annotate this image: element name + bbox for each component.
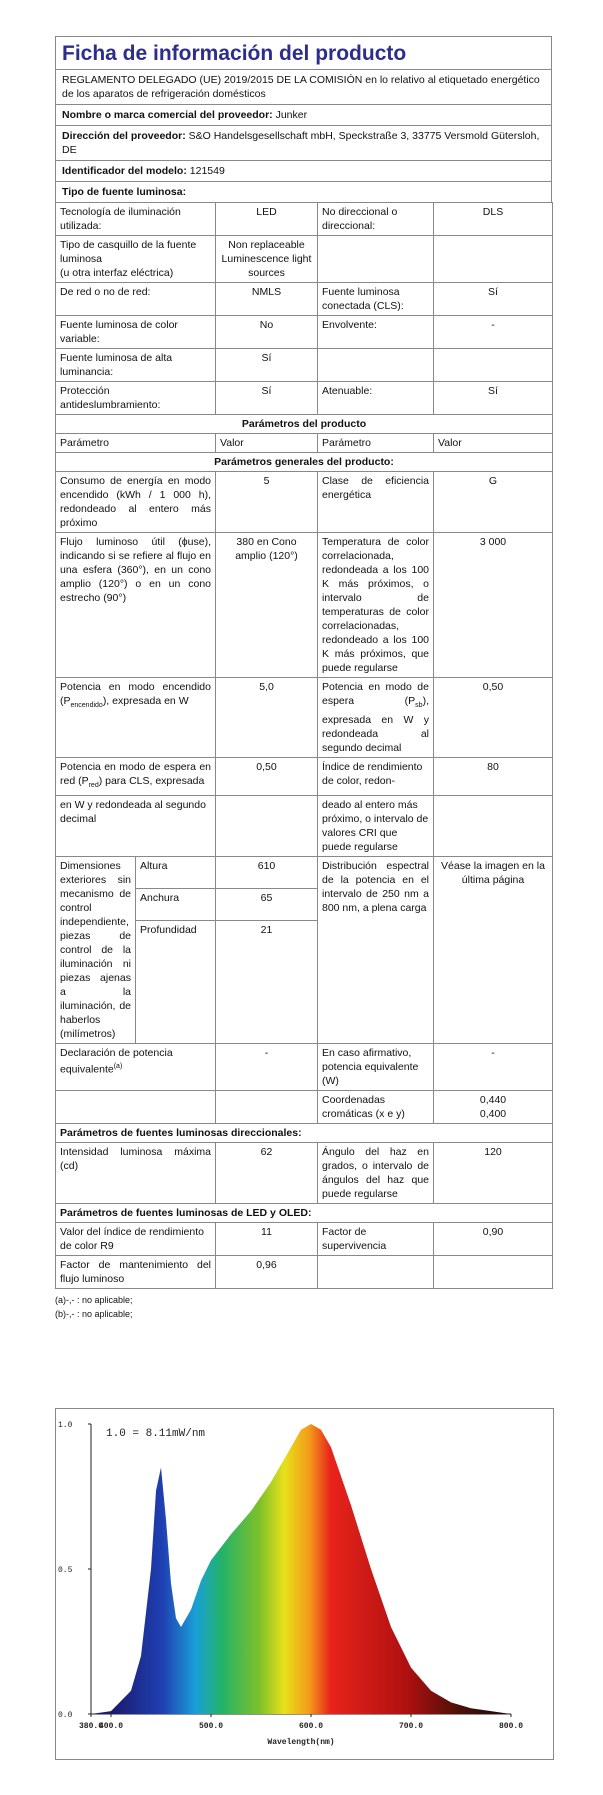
table-row — [56, 382, 553, 415]
supplier-address-label: Dirección del proveedor: — [62, 130, 186, 142]
cap-type-label: Tipo de casquillo de la fuente luminosa — [60, 239, 197, 265]
supplier-name: Junker — [275, 109, 308, 121]
subscript: encendido — [70, 702, 103, 710]
cell-label: De red o no de red: — [56, 283, 216, 316]
header-param: Parámetro — [318, 434, 434, 453]
depth-label: Profundidad — [136, 921, 216, 1044]
section-heading: Parámetros del producto — [56, 415, 553, 434]
cell-label: Distribución espectral de la potencia en el intervalo de 250 nm a 800 nm, a plena carga — [318, 857, 434, 1044]
cell-empty — [318, 236, 434, 283]
cell-label: Fuente luminosa de color variable: — [56, 316, 216, 349]
cell-label: En caso afirmativo, potencia equivalente (W) — [318, 1044, 434, 1091]
cell-value: 3 000 — [434, 533, 553, 678]
spectral-chart — [55, 1408, 554, 1760]
cell-label: deado al entero más próximo, o intervalo de valores CRI que puede regularse — [318, 796, 434, 857]
cell-value: - — [434, 1044, 553, 1091]
cell-label: Fuente luminosa conectada (CLS): — [318, 283, 434, 316]
table-row — [56, 758, 553, 796]
cell-empty — [216, 796, 318, 857]
table-row — [56, 857, 553, 889]
cell-value: 380 en Cono amplio (120°) — [216, 533, 318, 678]
table-row — [56, 1044, 553, 1091]
width-value: 65 — [216, 889, 318, 921]
cell-value: No — [216, 316, 318, 349]
table-header-row — [56, 434, 553, 453]
text: ), expresada en W — [102, 695, 189, 707]
height-value: 610 — [216, 857, 318, 889]
cell-value: Sí — [434, 283, 553, 316]
x-tick-label: 500.0 — [198, 1722, 224, 1731]
x-tick-label: 700.0 — [398, 1722, 424, 1731]
section-heading: Parámetros de fuentes luminosas direccionales: — [56, 1124, 553, 1143]
cell-value: - — [216, 1044, 318, 1091]
cell-label: en W y redondeada al segundo decimal — [56, 796, 216, 857]
coordinate-y: 0,400 — [479, 1108, 507, 1121]
dimensions-label: Dimensiones exteriores sin mecanismo de control independiente, piezas de control de la iluminación ni piezas ajenas a la iluminación, de haberlos (milímetros) — [56, 857, 136, 1044]
superscript: (a) — [113, 1063, 123, 1071]
table-row — [56, 236, 553, 283]
supplier-address-row — [55, 125, 552, 160]
y-tick-label: 0.5 — [58, 1566, 73, 1575]
footnote-a: (a)-,- : no aplicable; — [55, 1295, 133, 1306]
cell-empty — [434, 1256, 553, 1289]
cell-value: 0,50 — [434, 678, 553, 758]
header-param: Parámetro — [56, 434, 216, 453]
width-label: Anchura — [136, 889, 216, 921]
cell-label: Protección antideslumbramiento: — [56, 382, 216, 415]
text: ), expresada en W y redondeada al segundo decimal — [322, 695, 429, 755]
cell-label: Atenuable: — [318, 382, 434, 415]
cell-label: Tecnología de iluminación utilizada: — [56, 203, 216, 236]
cell-label: Clase de eficiencia energética — [318, 472, 434, 533]
table-row — [56, 1091, 553, 1124]
y-tick-label: 1.0 — [58, 1421, 73, 1430]
table-row — [56, 1223, 553, 1256]
text: Potencia en modo encendido (P — [60, 681, 211, 707]
model-id: 121549 — [189, 165, 225, 177]
cell-value: - — [434, 316, 553, 349]
cell-value: NMLS — [216, 283, 318, 316]
table-row — [56, 1204, 553, 1223]
cell-value: 5,0 — [216, 678, 318, 758]
cell-value: Sí — [216, 382, 318, 415]
section-heading: Parámetros generales del producto: — [56, 453, 553, 472]
cell-label: No direccional o direccional: — [318, 203, 434, 236]
cell-value: 80 — [434, 758, 553, 796]
table-row — [56, 1256, 553, 1289]
cell-label — [56, 678, 216, 758]
cell-value: 5 — [216, 472, 318, 533]
table-row — [56, 349, 553, 382]
cell-empty — [56, 1091, 216, 1124]
cell-value: 0,90 — [434, 1223, 553, 1256]
coordinate-x: 0,440 — [479, 1094, 507, 1107]
cell-value: LED — [216, 203, 318, 236]
cell-label — [318, 678, 434, 758]
x-tick-label: 600.0 — [298, 1722, 324, 1731]
cell-label: Intensidad luminosa máxima (cd) — [56, 1143, 216, 1204]
section-heading: Parámetros de fuentes luminosas de LED y OLED: — [56, 1204, 553, 1223]
chart-annotation: 1.0 = 8.11mW/nm — [106, 1428, 206, 1440]
table-row — [56, 316, 553, 349]
model-label: Identificador del modelo: — [62, 165, 187, 177]
cell-empty — [434, 796, 553, 857]
cell-label: Envolvente: — [318, 316, 434, 349]
cell-value: 0,96 — [216, 1256, 318, 1289]
cell-label: Flujo luminoso útil (ϕuse), indicando si se refiere al flujo en una esfera (360°), en un cono amplio (120°) o en un cono estrecho (90°) — [56, 533, 216, 678]
cap-type-sublabel: (u otra interfaz eléctrica) — [60, 267, 174, 279]
cell-value: 11 — [216, 1223, 318, 1256]
cell-label — [56, 758, 216, 796]
cell-label: Valor del índice de rendimiento de color R9 — [56, 1223, 216, 1256]
supplier-name-label: Nombre o marca comercial del proveedor: — [62, 109, 273, 121]
subscript: red — [88, 782, 99, 790]
cell-label — [56, 236, 216, 283]
spectrum-area — [91, 1424, 511, 1714]
header-value: Valor — [216, 434, 318, 453]
cell-label: Coordenadas cromáticas (x e y) — [318, 1091, 434, 1124]
cell-label: Índice de rendimiento de color, redon- — [318, 758, 434, 796]
model-row — [55, 160, 552, 181]
light-source-type-heading: Tipo de fuente luminosa: — [55, 181, 552, 202]
cell-label: Fuente luminosa de alta luminancia: — [56, 349, 216, 382]
text: ) para CLS, expresada — [98, 775, 205, 788]
table-row — [56, 796, 553, 857]
footnote-b: (b)-,- : no aplicable; — [55, 1309, 133, 1320]
table-row — [56, 472, 553, 533]
regulation-text: REGLAMENTO DELEGADO (UE) 2019/2015 DE LA COMISIÓN en lo relativo al etiquetado energético de los aparatos de refrigeración domésticos — [55, 69, 552, 104]
cell-value — [434, 1091, 553, 1124]
table-row — [56, 533, 553, 678]
cell-label: Factor de supervivencia — [318, 1223, 434, 1256]
cell-empty — [318, 1256, 434, 1289]
x-tick-label: 380.0 — [78, 1722, 104, 1731]
footnotes — [55, 1293, 552, 1321]
cell-value: Véase la imagen en la última página — [434, 857, 553, 1044]
x-tick-label: 400.0 — [98, 1722, 124, 1731]
cell-empty — [318, 349, 434, 382]
supplier-name-row — [55, 104, 552, 125]
cell-label: Factor de mantenimiento del flujo luminoso — [56, 1256, 216, 1289]
cell-value: DLS — [434, 203, 553, 236]
cell-value: Sí — [216, 349, 318, 382]
cell-label: Consumo de energía en modo encendido (kWh / 1 000 h), redondeado al entero más próximo — [56, 472, 216, 533]
cell-empty — [434, 349, 553, 382]
text: Potencia en modo de espera en red (P — [60, 761, 211, 788]
x-tick-label: 800.0 — [498, 1722, 524, 1731]
cell-value: Non replaceable Luminescence light sources — [216, 236, 318, 283]
subscript: sb — [415, 702, 423, 710]
spectral-chart-svg — [56, 1409, 553, 1759]
supplier-address: S&O Handelsgesellschaft mbH, Speckstraße 3, 33775 Versmold Gütersloh, DE — [62, 130, 540, 156]
cell-value: 0,50 — [216, 758, 318, 796]
table-row — [56, 283, 553, 316]
cell-label: Temperatura de color correlacionada, redondeada a los 100 K más próximos, o intervalo de temperaturas de color correlacionadas, redondeado a los 100 K más próximos, que puede regularse — [318, 533, 434, 678]
table-row — [56, 415, 553, 434]
table-row — [56, 453, 553, 472]
cell-value: 120 — [434, 1143, 553, 1204]
cell-value: Sí — [434, 382, 553, 415]
height-label: Altura — [136, 857, 216, 889]
cell-empty — [434, 236, 553, 283]
table-row — [56, 1143, 553, 1204]
table-row — [56, 203, 553, 236]
depth-value: 21 — [216, 921, 318, 1044]
x-axis-label: Wavelength(nm) — [267, 1738, 335, 1747]
table-row — [56, 678, 553, 758]
product-information-sheet — [55, 36, 552, 1321]
cell-empty — [216, 1091, 318, 1124]
cell-value: G — [434, 472, 553, 533]
header-value: Valor — [434, 434, 553, 453]
table-row — [56, 1124, 553, 1143]
cell-value: 62 — [216, 1143, 318, 1204]
cell-label: Ángulo del haz en grados, o intervalo de ángulos del haz que puede regularse — [318, 1143, 434, 1204]
text: Declaración de potencia equivalente — [60, 1047, 173, 1076]
page-title: Ficha de información del producto — [55, 36, 552, 69]
text: Potencia en modo de espera (P — [322, 681, 429, 707]
y-tick-label: 0.0 — [58, 1711, 73, 1720]
cell-label — [56, 1044, 216, 1091]
product-table — [55, 202, 553, 1289]
